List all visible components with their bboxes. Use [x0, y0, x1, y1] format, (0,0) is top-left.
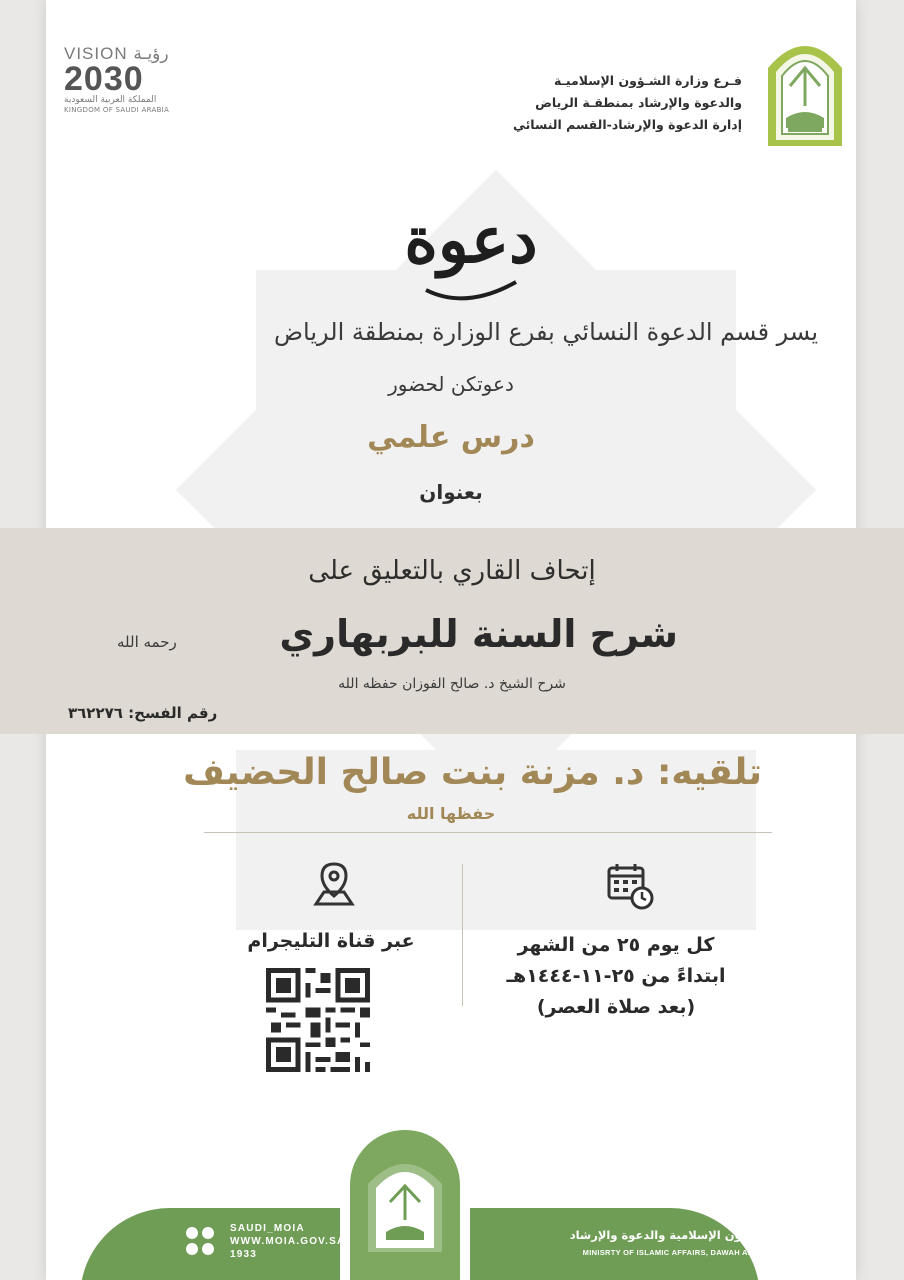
header-line-3: إدارة الدعوة والإرشاد-القسم النسائي: [512, 117, 742, 132]
vision-year: 2030: [64, 60, 144, 98]
dawa-calligraphy-title: [396, 170, 546, 310]
titled-label: بعنوان: [419, 480, 483, 504]
calendar-clock-icon: [606, 862, 654, 910]
lesson-title-band: [0, 528, 904, 734]
divider-horizontal: [204, 832, 772, 833]
vision-word-en: VISION: [64, 44, 128, 63]
divider-vertical: [462, 864, 463, 1006]
permit-number: رقم الفسح: ٣٦٢٢٧٦: [68, 704, 218, 722]
footer-ministry-en: MINISRTY OF ISLAMIC AFFAIRS, DAWAH AND GUIDANCE: [582, 1248, 804, 1257]
footer-contacts: [230, 1222, 345, 1261]
social-icons: [184, 1225, 220, 1261]
lesson-type: درس علمي: [367, 420, 535, 455]
footer-ministry-logo-icon: [362, 1148, 448, 1252]
footer-phone[interactable]: 1933: [230, 1249, 258, 1260]
header-line-1: فـرع وزارة الشـؤون الإسلاميـة: [554, 73, 742, 88]
schedule-line-3: (بعد صلاة العصر): [536, 996, 696, 1018]
schedule-details: [496, 930, 736, 1023]
ministry-logo-icon: [760, 28, 850, 146]
ministry-branch-header: [513, 70, 742, 136]
vision-kingdom-ar: المملكة العربية السعودية: [64, 95, 157, 105]
telegram-qr-code[interactable]: [266, 968, 370, 1072]
footer-website[interactable]: WWW.MOIA.GOV.SA: [230, 1236, 346, 1247]
lecturer-name: تلقيه: د. مزنة بنت صالح الحضيف: [183, 752, 762, 793]
vision-2030-logo: [64, 44, 194, 134]
vision-kingdom-en: KINGDOM OF SAUDI ARABIA: [64, 106, 170, 114]
footer-ministry-ar: وزارة الشؤون الإسلامية والدعوة والإرشاد: [569, 1228, 804, 1242]
schedule-line-1: كل يوم ٢٥ من الشهر: [517, 934, 715, 956]
lesson-name-line-1: إتحاف القاري بالتعليق على: [308, 556, 596, 586]
vision-word-ar: رؤيـة: [133, 44, 169, 63]
location-text: عبر قناة التليجرام: [247, 930, 415, 952]
footer-ministry-name: [570, 1228, 804, 1257]
intro-line: يسر قسم الدعوة النسائي بفرع الوزارة بمنطقة الرياض: [274, 318, 818, 346]
invite-line: دعوتكن لحضور: [388, 372, 514, 396]
calligraphy-text: دعوة: [404, 203, 538, 278]
lesson-name-suffix: رحمه الله: [117, 633, 177, 651]
header-line-2: والدعوة والإرشاد بمنطقـة الرياض: [535, 95, 742, 110]
footer-handle[interactable]: SAUDI_MOIA: [230, 1223, 305, 1234]
map-pin-icon: [310, 860, 358, 908]
schedule-line-2: ابتداءً من ٢٥-١١-١٤٤٤هـ: [506, 965, 726, 987]
commentary-line: شرح الشيخ د. صالح الفوزان حفظه الله: [338, 676, 566, 692]
lecturer-honorific: حفظها الله: [406, 804, 496, 823]
lesson-name-line-2: شرح السنة للبربهاري: [279, 612, 678, 656]
